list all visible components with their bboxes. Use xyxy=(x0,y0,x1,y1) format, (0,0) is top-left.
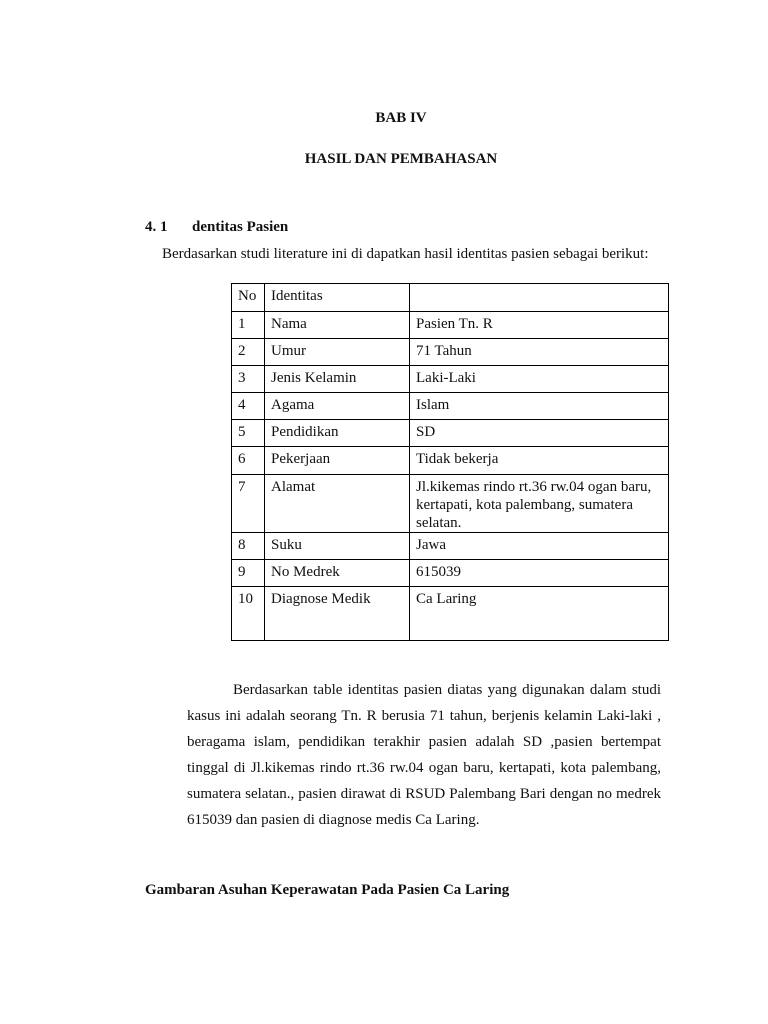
row-value: Islam xyxy=(410,393,669,420)
chapter-title: HASIL DAN PEMBAHASAN xyxy=(304,151,498,167)
row-value: Laki-Laki xyxy=(410,366,669,393)
table-row xyxy=(232,366,669,393)
row-number: 8 xyxy=(232,533,265,560)
intro-text: Berdasarkan studi literature ini di dapatkan hasil identitas pasien sebagai berikut: xyxy=(162,246,649,262)
section-number: 4. 1 xyxy=(145,219,168,235)
row-value: Jawa xyxy=(410,533,669,560)
section-heading xyxy=(145,219,288,236)
row-value: Tidak bekerja xyxy=(410,447,669,475)
row-label: Jenis Kelamin xyxy=(265,366,410,393)
header-identitas: Identitas xyxy=(265,284,410,312)
row-value: 71 Tahun xyxy=(410,339,669,366)
row-number: 4 xyxy=(232,393,265,420)
row-value: Jl.kikemas rindo rt.36 rw.04 ogan baru, kertapati, kota palembang, sumatera selatan. xyxy=(410,475,669,533)
row-number: 7 xyxy=(232,475,265,533)
row-label: Umur xyxy=(265,339,410,366)
table-header-row xyxy=(232,284,669,312)
section-title: dentitas Pasien xyxy=(192,219,289,235)
row-number: 3 xyxy=(232,366,265,393)
row-label: Alamat xyxy=(265,475,410,533)
row-number: 1 xyxy=(232,312,265,339)
row-label: Pendidikan xyxy=(265,420,410,447)
table-row xyxy=(232,312,669,339)
subheading: Gambaran Asuhan Keperawatan Pada Pasien Ca Laring xyxy=(145,882,510,898)
table-row xyxy=(232,587,669,641)
row-number: 6 xyxy=(232,447,265,475)
table-row xyxy=(232,475,669,533)
row-value: SD xyxy=(410,420,669,447)
row-number: 2 xyxy=(232,339,265,366)
body-paragraph xyxy=(187,677,661,833)
row-value: 615039 xyxy=(410,560,669,587)
identity-table xyxy=(231,283,669,641)
table-row xyxy=(232,420,669,447)
row-label: Suku xyxy=(265,533,410,560)
row-number: 5 xyxy=(232,420,265,447)
header-value xyxy=(410,284,669,312)
table-row xyxy=(232,447,669,475)
table-row xyxy=(232,533,669,560)
row-label: No Medrek xyxy=(265,560,410,587)
chapter-number: BAB IV xyxy=(375,110,427,126)
row-label: Pekerjaan xyxy=(265,447,410,475)
row-value: Ca Laring xyxy=(410,587,669,641)
table-row xyxy=(232,393,669,420)
paragraph-text: Berdasarkan table identitas pasien diatas yang digunakan dalam studi kasus ini adalah seorang Tn. R berusia 71 tahun, berjenis kelamin Laki-laki , beragama islam, pendidikan terakhir pasien adalah SD ,pasien bertempat tinggal di Jl.kikemas rindo rt.36 rw.04 ogan baru, kertapati, kota palembang, sumatera selatan., pasien dirawat di RSUD Palembang Bari dengan no medrek 615039 dan pasien di diagnose medis Ca Laring. xyxy=(187,682,661,828)
table-row xyxy=(232,339,669,366)
row-label: Nama xyxy=(265,312,410,339)
row-value: Pasien Tn. R xyxy=(410,312,669,339)
row-label: Diagnose Medik xyxy=(265,587,410,641)
row-number: 9 xyxy=(232,560,265,587)
table-row xyxy=(232,560,669,587)
row-label: Agama xyxy=(265,393,410,420)
header-no: No xyxy=(232,284,265,312)
row-number: 10 xyxy=(232,587,265,641)
